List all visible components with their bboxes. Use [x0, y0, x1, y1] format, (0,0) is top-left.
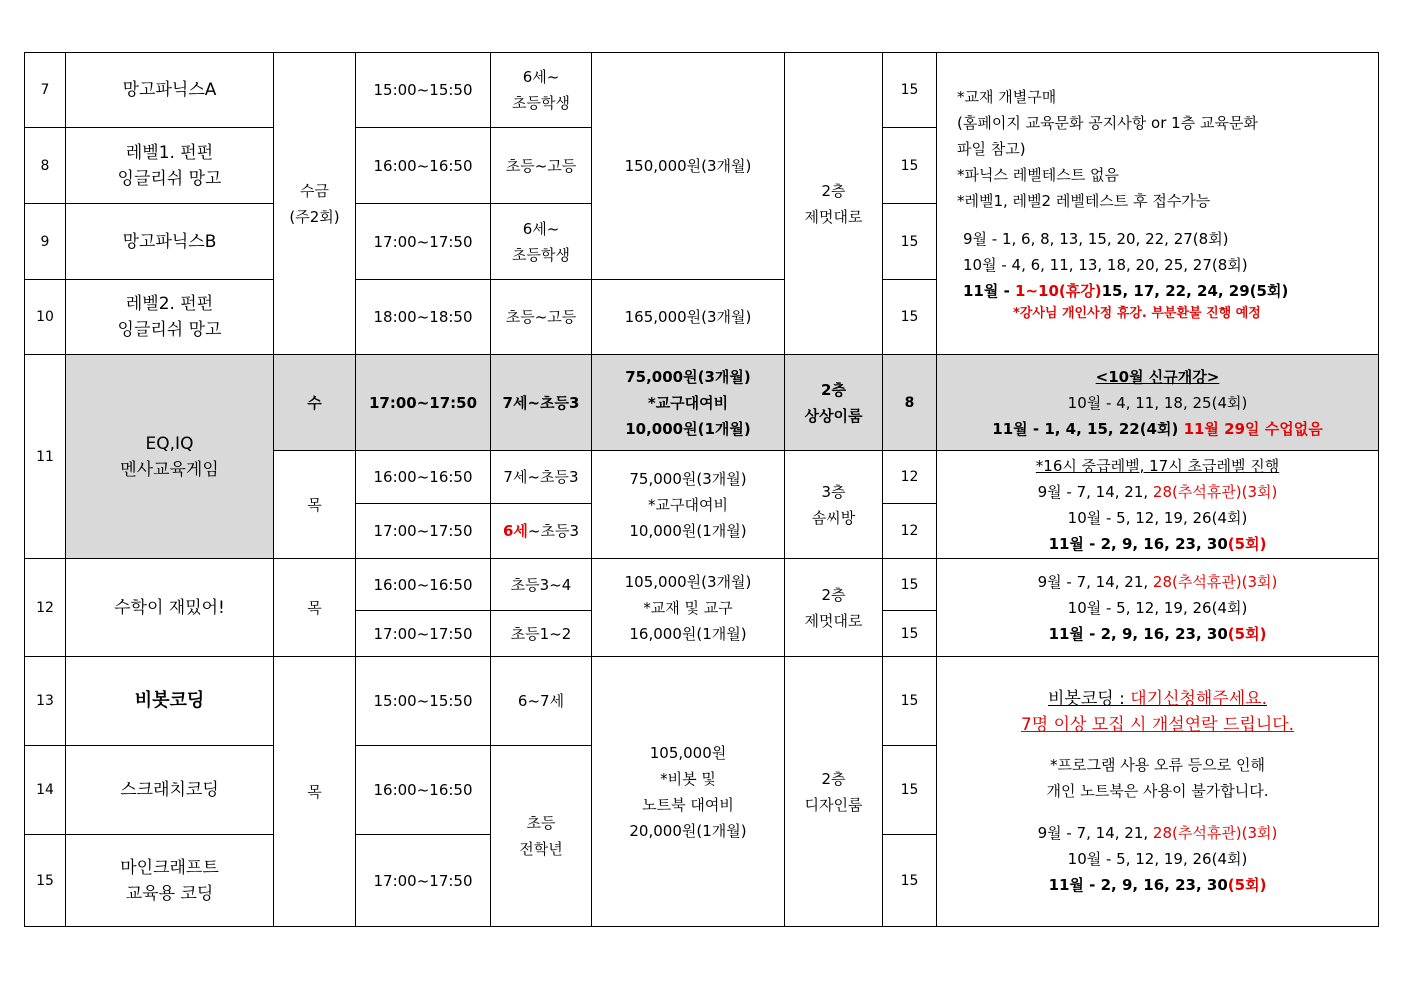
target-age: 초등1~2 [491, 611, 592, 657]
program-name: EQ,IQ 멘사교육게임 [66, 355, 274, 559]
notes-mensa-thu-sep: 9월 - 7, 14, 21, 28(추석휴관)(3회) [1037, 482, 1278, 501]
capacity: 15 [883, 657, 937, 746]
class-time: 17:00~17:50 [356, 504, 491, 559]
notes-math: 9월 - 7, 14, 21, 28(추석휴관)(3회) 10월 - 5, 12, 19, 26(4회) 11월 - 2, 9, 16, 23, 30(5회) [937, 559, 1379, 657]
program-name: 망고파닉스A [66, 53, 274, 128]
capacity: 8 [883, 355, 937, 451]
program-name: 레벨2. 펀펀 잉글리쉬 망고 [66, 280, 274, 355]
class-time: 17:00~17:50 [356, 204, 491, 280]
room: 2층 제멋대로 [785, 559, 883, 657]
class-time: 16:00~16:50 [356, 746, 491, 835]
class-time: 17:00~17:50 [356, 355, 491, 451]
room: 3층 솜씨방 [785, 451, 883, 559]
fee: 105,000원(3개월) *교재 및 교구 16,000원(1개월) [592, 559, 785, 657]
capacity: 15 [883, 204, 937, 280]
program-name: 레벨1. 펀펀 잉글리쉬 망고 [66, 128, 274, 204]
room: 2층 디자인룸 [785, 657, 883, 927]
capacity: 15 [883, 559, 937, 611]
row-number: 13 [25, 657, 66, 746]
capacity: 12 [883, 451, 937, 504]
target-age: 7세~초등3 [491, 355, 592, 451]
class-time: 18:00~18:50 [356, 280, 491, 355]
class-time: 15:00~15:50 [356, 657, 491, 746]
class-day: 목 [274, 559, 356, 657]
room: 2층 제멋대로 [785, 53, 883, 355]
class-day: 목 [274, 451, 356, 559]
class-day: 목 [274, 657, 356, 927]
notes-coding-nov: 11월 - 2, 9, 16, 23, 30(5회) [1048, 875, 1267, 894]
table-row [25, 559, 1379, 611]
program-name: 비봇코딩 [66, 657, 274, 746]
capacity: 15 [883, 835, 937, 927]
class-day: 수 [274, 355, 356, 451]
program-name: 스크래치코딩 [66, 746, 274, 835]
room: 2층 상상이룸 [785, 355, 883, 451]
table-row [25, 657, 1379, 746]
target-age: 초등~고등 [491, 280, 592, 355]
capacity: 15 [883, 611, 937, 657]
class-time: 16:00~16:50 [356, 559, 491, 611]
target-age: 6세~ 초등학생 [491, 204, 592, 280]
class-time: 16:00~16:50 [356, 128, 491, 204]
program-name: 수학이 재밌어! [66, 559, 274, 657]
fee: 75,000원(3개월) *교구대여비 10,000원(1개월) [592, 451, 785, 559]
table-row [25, 53, 1379, 128]
capacity: 15 [883, 746, 937, 835]
target-age: 6세~초등3 [491, 504, 592, 559]
target-age: 초등3~4 [491, 559, 592, 611]
target-age: 6세~ 초등학생 [491, 53, 592, 128]
row-number: 8 [25, 128, 66, 204]
row-number: 7 [25, 53, 66, 128]
notes-coding-sep: 9월 - 7, 14, 21, 28(추석휴관)(3회) [1037, 823, 1278, 842]
row-number: 9 [25, 204, 66, 280]
row-number: 12 [25, 559, 66, 657]
capacity: 15 [883, 280, 937, 355]
fee: 75,000원(3개월) *교구대여비 10,000원(1개월) [592, 355, 785, 451]
capacity: 15 [883, 53, 937, 128]
row-number: 15 [25, 835, 66, 927]
class-time: 16:00~16:50 [356, 451, 491, 504]
notes-coding: 비봇코딩 : 대기신청해주세요. 7명 이상 모집 시 개설연락 드립니다. *프로그램 사용 오류 등으로 인해 개인 노트북은 사용이 불가합니다. 9월 - 7, 14, 21, 28(추석휴관)(3회) 10월 - 5, 12, 19, 26(4회) 11월 - 2, 9, 16, 23, 30(5회) [937, 657, 1379, 927]
program-name: 마인크래프트 교육용 코딩 [66, 835, 274, 927]
notes-mensa-thu-nov: 11월 - 2, 9, 16, 23, 30(5회) [1048, 534, 1267, 553]
row-number: 14 [25, 746, 66, 835]
target-age: 초등~고등 [491, 128, 592, 204]
program-name: 망고파닉스B [66, 204, 274, 280]
class-time: 17:00~17:50 [356, 835, 491, 927]
table-row [25, 355, 1379, 451]
notes-mensa-thu: *16시 중급레벨, 17시 초급레벨 진행 9월 - 7, 14, 21, 28(추석휴관)(3회) 10월 - 5, 12, 19, 26(4회) 11월 - 2, 9, 16, 23, 30(5회) [937, 451, 1379, 559]
capacity: 12 [883, 504, 937, 559]
notes-math-sep: 9월 - 7, 14, 21, 28(추석휴관)(3회) [1037, 572, 1278, 591]
notes-mensa-wed-nov: 11월 - 1, 4, 15, 22(4회) 11월 29일 수업없음 [992, 419, 1323, 438]
notes-english-nov: 11월 - 1~10(휴강)15, 17, 22, 24, 29(5회) [963, 281, 1289, 300]
fee: 165,000원(3개월) [592, 280, 785, 355]
row-number: 11 [25, 355, 66, 559]
row-number: 10 [25, 280, 66, 355]
notes-mensa-wed: <10월 신규개강> 10월 - 4, 11, 18, 25(4회) 11월 - 1, 4, 15, 22(4회) 11월 29일 수업없음 [937, 355, 1379, 451]
class-time: 17:00~17:50 [356, 611, 491, 657]
notes-english: *교재 개별구매 (홈페이지 교육문화 공지사항 or 1층 교육문화 파일 참고) *파닉스 레벨테스트 없음 *레벨1, 레벨2 레벨테스트 후 접수가능 9월 - 1, 6, 8, 13, 15, 20, 22, 27(8회) 10월 - 4, 6, 11, 13, 18, 20, 25, 27(8회) 11월 - 1~10(휴강)15, 17, 22, 24, 29(5회) *강사님 개인사정 휴강. 부분환불 진행 예정 [937, 53, 1379, 355]
notes-math-nov: 11월 - 2, 9, 16, 23, 30(5회) [1048, 624, 1267, 643]
fee: 150,000원(3개월) [592, 53, 785, 280]
capacity: 15 [883, 128, 937, 204]
class-day: 수금 (주2회) [274, 53, 356, 355]
class-time: 15:00~15:50 [356, 53, 491, 128]
target-age: 초등 전학년 [491, 746, 592, 927]
notes-coding-heading: 비봇코딩 : 대기신청해주세요. [1047, 688, 1267, 709]
fee: 105,000원 *비봇 및 노트북 대여비 20,000원(1개월) [592, 657, 785, 927]
target-age: 7세~초등3 [491, 451, 592, 504]
schedule-table [24, 52, 1379, 927]
target-age: 6~7세 [491, 657, 592, 746]
